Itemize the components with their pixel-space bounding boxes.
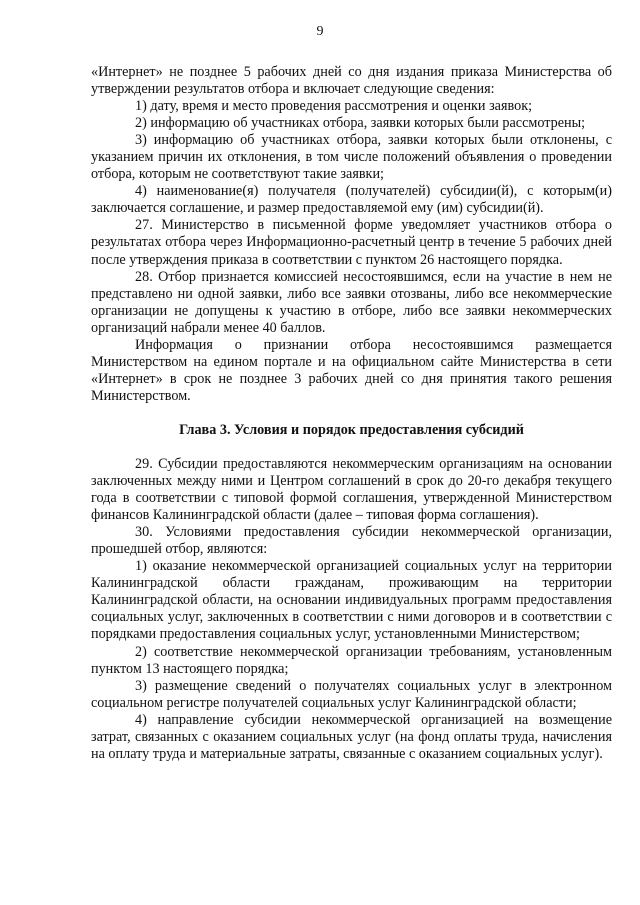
paragraph: 3) размещение сведений о получателях социальных услуг в электронном социальном регистре получателей социальных услуг Калининградской области; <box>91 677 612 711</box>
paragraph: 1) дату, время и место проведения рассмотрения и оценки заявок; <box>135 98 533 115</box>
section-after-chapter <box>91 456 612 763</box>
paragraph: «Интернет» не позднее 5 рабочих дней со дня издания приказа Министерства об утверждении результатов отбора и включает следующие сведения: <box>91 64 612 98</box>
section-before-chapter <box>91 64 612 405</box>
paragraph: 28. Отбор признается комиссией несостоявшимся, если на участие в нем не представлено ни одной заявки, либо все заявки отозваны, либо все некоммерческие организации не допущены к участию в отборе, либо все заявки некоммерческих организаций набрали менее 40 баллов. <box>91 268 612 336</box>
page-number: 9 <box>316 24 324 39</box>
paragraph: Информация о признании отбора несостоявшимся размещается Министерством на едином портале и на официальном сайте Министерства в сети «Интернет» в срок не позднее 3 рабочих дней со дня принятия такого решения Министерством. <box>91 336 612 404</box>
paragraph: 2) информацию об участниках отбора, заявки которых были рассмотрены; <box>135 115 586 132</box>
chapter-heading: Глава 3. Условия и порядок предоставления субсидий <box>179 421 524 438</box>
paragraph: 27. Министерство в письменной форме уведомляет участников отбора о результатах отбора через Информационно-расчетный центр в течение 5 рабочих дней после утверждения приказа в соответствии с пунктом 26 настоящего порядка. <box>91 217 612 268</box>
document-body <box>91 64 612 763</box>
paragraph: 30. Условиями предоставления субсидии некоммерческой организации, прошедшей отбор, являются: <box>91 524 612 558</box>
paragraph: 4) наименование(я) получателя (получателей) субсидии(й), с которым(и) заключается соглашение, и размер предоставляемой ему (им) субсидии(й). <box>91 183 612 217</box>
paragraph: 3) информацию об участниках отбора, заявки которых были отклонены, с указанием причин их отклонения, в том числе положений объявления о проведении отбора, которым не соответствуют такие заявки; <box>91 132 612 183</box>
paragraph: 1) оказание некоммерческой организацией социальных услуг на территории Калининградской области гражданам, проживающим на территории Калининградской области, на основании индивидуальных программ предоставления социальных услуг, заключенных в соответствии с ними договоров и в соответствии с порядками предоставления социальных услуг, установленными Министерством; <box>91 558 612 643</box>
paragraph: 4) направление субсидии некоммерческой организацией на возмещение затрат, связанных с оказанием социальных услуг (на фонд оплаты труда, начисления на оплату труда и материальные затраты, связанные с оказанием социальных услуг). <box>91 711 612 762</box>
paragraph: 2) соответствие некоммерческой организации требованиям, установленным пунктом 13 настоящего порядка; <box>91 643 612 677</box>
paragraph: 29. Субсидии предоставляются некоммерческим организациям на основании заключенных между ними и Центром соглашений в срок до 20-го декабря текущего года в соответствии с типовой формой соглашения, утвержденной Министерством финансов Калининградской области (далее – типовая форма соглашения). <box>91 455 612 524</box>
